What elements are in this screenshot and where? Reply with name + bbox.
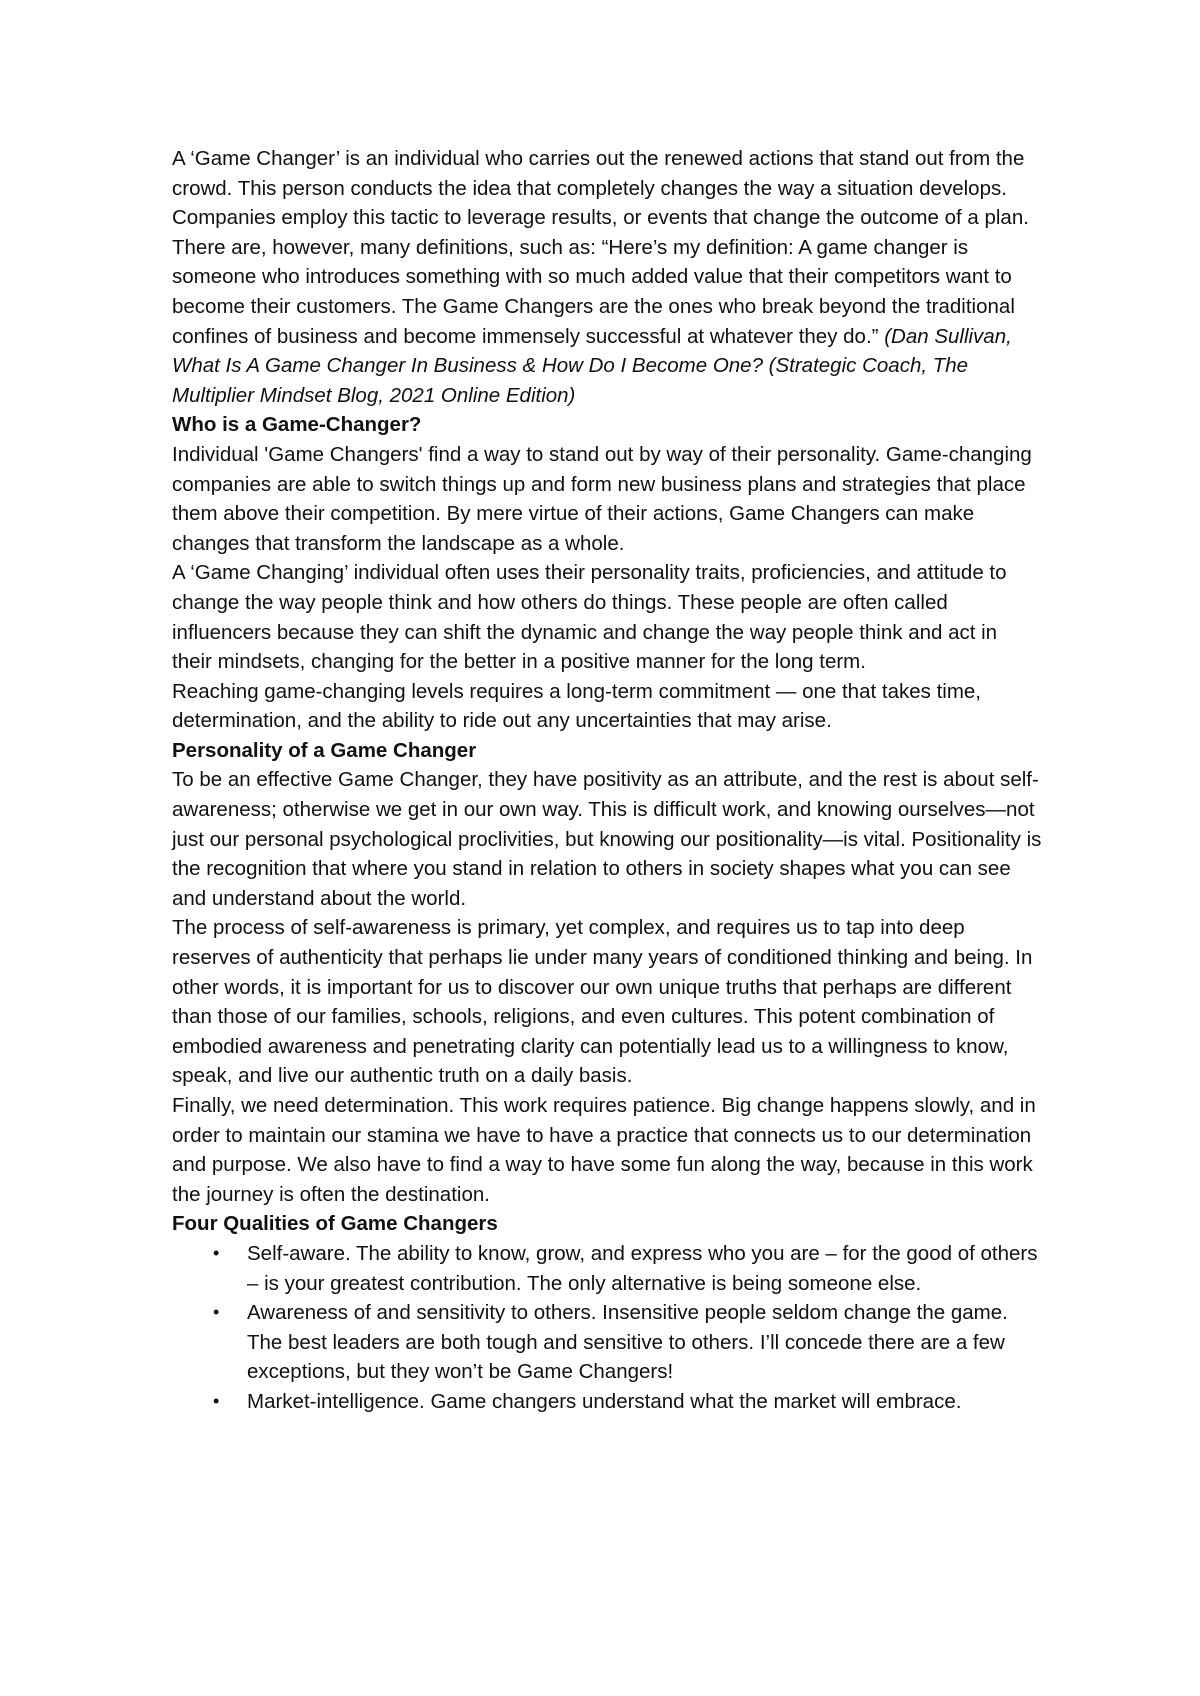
list-item-text: Awareness of and sensitivity to others. Insensitive people seldom change the game. The best leaders are both tough and sensitive to others. I’ll concede there are a few exceptions, but they won’t be Game Changers! bbox=[247, 1301, 1008, 1384]
heading-personality: Personality of a Game Changer bbox=[172, 738, 477, 762]
paragraph-positivity: To be an effective Game Changer, they have positivity as an attribute, and the rest is about self-awareness; otherwise we get in our own way. This is difficult work, and knowing ourselves—not just our personal psychological proclivities, but knowing our positionality—is vital. Positionality is the recognition that where you stand in relation to others in society shapes what you can see and understand about the world. bbox=[172, 768, 1042, 910]
heading-who-is: Who is a Game-Changer? bbox=[172, 413, 422, 437]
bullet-icon: • bbox=[213, 1390, 220, 1411]
list-item bbox=[213, 1298, 1042, 1387]
quote-text: There are, however, many definitions, such as: “Here’s my definition: A game changer is someone who introduces something with so much added value that their competitors want to become their customers. The Game Changers are the ones who break beyond the traditional confines of business and become immensely successful at whatever they do.” bbox=[172, 235, 1015, 348]
paragraph-individual: Individual 'Game Changers' find a way to stand out by way of their personality. Game-changing companies are able to switch things up and form new business plans and strategies that place them above their competition. By mere virtue of their actions, Game Changers can make changes that transform the landscape as a whole. bbox=[172, 442, 1032, 555]
list-item-text: Self-aware. The ability to know, grow, and express who you are – for the good of others – is your greatest contribution. The only alternative is being someone else. bbox=[247, 1241, 1038, 1295]
paragraph-quote bbox=[172, 233, 1042, 411]
paragraph-game-changing-individual: A ‘Game Changing’ individual often uses their personality traits, proficiencies, and attitude to change the way people think and how others do things. These people are often called influencers because they can shift the dynamic and change the way people think and act in their mindsets, changing for the better in a positive manner for the long term. bbox=[172, 561, 1007, 674]
paragraph-determination: Finally, we need determination. This work requires patience. Big change happens slowly, and in order to maintain our stamina we have to have a practice that connects us to our determination and purpose. We also have to find a way to have some fun along the way, because in this work the journey is often the destination. bbox=[172, 1094, 1036, 1206]
paragraph-definition: A ‘Game Changer’ is an individual who carries out the renewed actions that stand out from the crowd. This person conducts the idea that completely changes the way a situation develops. Companies employ this tactic to leverage results, or events that change the outcome of a plan. bbox=[172, 147, 1029, 230]
document-page bbox=[172, 144, 1042, 1417]
paragraph-self-awareness: The process of self-awareness is primary, yet complex, and requires us to tap into deep reserves of authenticity that perhaps lie under many years of conditioned thinking and being. In other words, it is important for us to discover our own unique truths that perhaps are different than those of our families, schools, religions, and even cultures. This potent combination of embodied awareness and penetrating clarity can potentially lead us to a willingness to know, speak, and live our authentic truth on a daily basis. bbox=[172, 916, 1033, 1088]
paragraph-commitment: Reaching game-changing levels requires a long-term commitment — one that takes time, determination, and the ability to ride out any uncertainties that may arise. bbox=[172, 679, 981, 733]
list-item bbox=[213, 1387, 1042, 1417]
heading-four-qualities: Four Qualities of Game Changers bbox=[172, 1212, 498, 1236]
bullet-icon: • bbox=[213, 1302, 220, 1323]
quote-citation: (Dan Sullivan, What Is A Game Changer In Business & How Do I Become One? (Strategic Coach, The Multiplier Mindset Blog, 2021 Online Edition) bbox=[172, 324, 1012, 407]
qualities-list bbox=[172, 1239, 1042, 1417]
list-item-text: Market-intelligence. Game changers understand what the market will embrace. bbox=[247, 1389, 962, 1413]
list-item bbox=[213, 1239, 1042, 1298]
bullet-icon: • bbox=[213, 1242, 220, 1263]
